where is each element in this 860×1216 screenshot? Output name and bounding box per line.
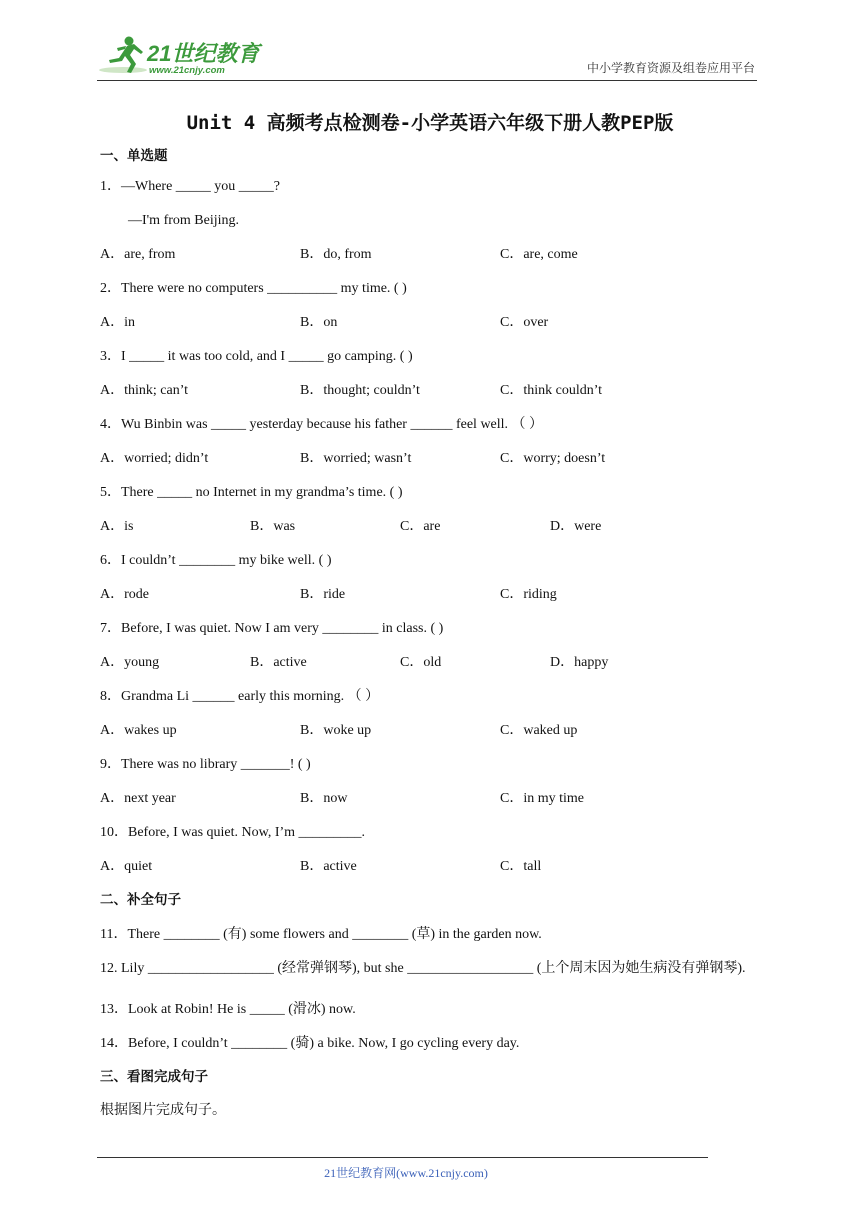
question-3: 3．I _____ it was too cold, and I _____ go camping. ( ) [100, 349, 413, 364]
question-8-options [100, 721, 764, 741]
platform-slogan: 中小学教育资源及组卷应用平台 [586, 61, 755, 75]
option-d: D．were [550, 519, 602, 534]
question-5: 5．There _____ no Internet in my grandma’s time. ( ) [100, 485, 403, 500]
question-6: 6．I couldn’t ________ my bike well. ( ) [100, 553, 332, 568]
question-2-options [100, 313, 764, 333]
question-14: 14．Before, I couldn’t ________ (骑) a bike. Now, I go cycling every day. [100, 1036, 520, 1051]
runner-icon [97, 34, 267, 78]
question-13: 13．Look at Robin! He is _____ (滑冰) now. [100, 1002, 356, 1017]
option-c: C．worry; doesn’t [500, 451, 606, 466]
option-c: C．waked up [500, 723, 578, 738]
option-a: A．think; can’t [100, 383, 189, 398]
option-b: B．was [250, 519, 296, 534]
question-5-options [100, 517, 764, 537]
question-4: 4．Wu Binbin was _____ yesterday because his father ______ feel well. （ ） [100, 417, 544, 432]
logo-main-text: 21世纪教育 [147, 41, 260, 66]
footer-divider [97, 1157, 708, 1158]
option-b: B．do, from [300, 247, 372, 262]
option-a: A．are, from [100, 247, 176, 262]
question-3-options [100, 381, 764, 401]
option-b: B．ride [300, 587, 346, 602]
question-10: 10．Before, I was quiet. Now, I’m _________. [100, 825, 366, 840]
option-d: D．happy [550, 655, 609, 670]
section-heading: 一、单选题 [100, 148, 168, 164]
section-heading: 三、看图完成句子 [100, 1069, 208, 1085]
question-11: 11．There ________ (有) some flowers and ________ (草) in the garden now. [100, 927, 542, 942]
option-a: A．is [100, 519, 134, 534]
option-a: A．worried; didn’t [100, 451, 209, 466]
option-a: A．next year [100, 791, 176, 806]
site-logo [97, 34, 267, 78]
option-b: B．thought; couldn’t [300, 383, 420, 398]
question-1-options [100, 245, 764, 265]
option-a: A．in [100, 315, 135, 330]
option-b: B．active [250, 655, 307, 670]
option-c: C．tall [500, 859, 542, 874]
option-b: B．now [300, 791, 348, 806]
option-c: C．are, come [500, 247, 578, 262]
section-instruction: 根据图片完成句子。 [100, 1103, 226, 1118]
option-c: C．think couldn’t [500, 383, 603, 398]
question-4-options [100, 449, 764, 469]
option-a: A．rode [100, 587, 149, 602]
option-a: A．quiet [100, 859, 153, 874]
option-b: B．active [300, 859, 357, 874]
question-7-options [100, 653, 764, 673]
option-c: C．over [500, 315, 549, 330]
option-c: C．are [400, 519, 441, 534]
exam-content [100, 142, 764, 1121]
logo-sub-text: www.21cnjy.com [149, 65, 225, 76]
question-1-line2: —I'm from Beijing. [128, 213, 240, 228]
option-c: C．in my time [500, 791, 584, 806]
question-9-options [100, 789, 764, 809]
question-8: 8．Grandma Li ______ early this morning. （ ） [100, 689, 380, 704]
option-b: B．woke up [300, 723, 372, 738]
question-1: 1．—Where _____ you _____? [100, 179, 281, 194]
option-a: A．wakes up [100, 723, 177, 738]
section-heading: 二、补全句子 [100, 892, 181, 908]
option-c: C．riding [500, 587, 557, 602]
question-10-options [100, 857, 764, 877]
question-9: 9．There was no library _______! ( ) [100, 757, 311, 772]
footer-link[interactable]: 21世纪教育网(www.21cnjy.com) [324, 1166, 488, 1180]
question-6-options [100, 585, 764, 605]
page-header [97, 34, 757, 81]
page-title: Unit 4 高频考点检测卷-小学英语六年级下册人教PEP版 [186, 112, 674, 134]
option-b: B．on [300, 315, 338, 330]
question-7: 7．Before, I was quiet. Now I am very ________ in class. ( ) [100, 621, 444, 636]
option-b: B．worried; wasn’t [300, 451, 412, 466]
option-a: A．young [100, 655, 160, 670]
question-12: 12. Lily __________________ (经常弹钢琴), but she __________________ (上个周末因为她生病没有弹钢琴). [100, 961, 746, 976]
question-2: 2．There were no computers __________ my time. ( ) [100, 281, 407, 296]
option-c: C．old [400, 655, 442, 670]
